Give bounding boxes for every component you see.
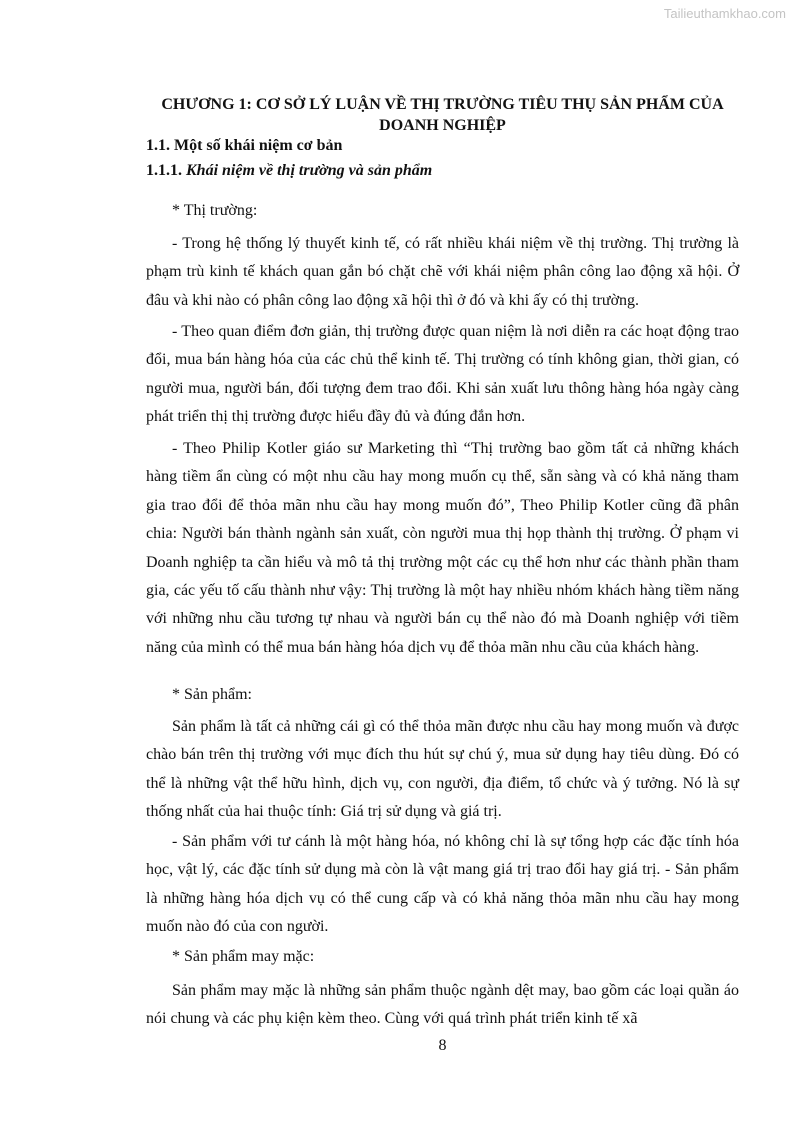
subsection-title: Khái niệm về thị trường và sản phẩm	[186, 162, 433, 179]
paragraph: - Theo Philip Kotler giáo sư Marketing thì “Thị trường bao gồm tất cả những khách hàng tiềm ẩn cùng có một nhu cầu hay mong muốn cụ thể, sẵn sàng và có khả năng tham gia trao đổi để thỏa mãn nhu cầu hay mong muốn đó”, Theo Philip Kotler cũng đã phân chia: Người bán thành ngành sản xuất, còn người mua thị họp thành thị trường. Ở phạm vi Doanh nghiệp ta cần hiểu và mô tả thị trường một các cụ thể hơn như các thành phần tham gia, các yếu tố cấu thành như vậy: Thị trường là một hay nhiều nhóm khách hàng tiềm năng với những nhu cầu tương tự nhau và người bán cụ thể nào đó mà Doanh nghiệp với tiềm năng của mình có thể mua bán hàng hóa dịch vụ để thỏa mãn nhu cầu của khách hàng.	[146, 440, 739, 656]
paragraph: Sản phẩm may mặc là những sản phẩm thuộc ngành dệt may, bao gồm các loại quần áo nói chung và các phụ kiện kèm theo. Cùng với quá trình phát triển kinh tế xã	[146, 982, 739, 1028]
subsection-number: 1.1.1.	[146, 162, 182, 179]
section-heading: 1.1. Một số khái niệm cơ bản	[146, 137, 343, 154]
chapter-title: CHƯƠNG 1: CƠ SỞ LÝ LUẬN VỀ THỊ TRƯỜNG TIÊU THỤ SẢN PHẨM CỦA DOANH NGHIỆP	[161, 96, 724, 134]
paragraph: - Trong hệ thống lý thuyết kinh tế, có rất nhiều khái niệm về thị trường. Thị trường là phạm trù kinh tế khách quan gắn bó chặt chẽ với khái niệm phân công lao động xã hội. Ở đâu và khi nào có phân công lao động xã hội thì ở đó và khi ấy có thị trường.	[146, 235, 739, 309]
paragraph: - Theo quan điểm đơn giản, thị trường được quan niệm là nơi diễn ra các hoạt động trao đổi, mua bán hàng hóa của các chủ thể kinh tế. Thị trường có tính không gian, thời gian, có người mua, người bán, đối tượng đem trao đổi. Khi sản xuất lưu thông hàng hóa ngày càng phát triển thị thị trường được hiểu đầy đủ và đúng đắn hơn.	[146, 323, 739, 426]
paragraph-apparel-label: * Sản phẩm may mặc:	[172, 948, 315, 965]
paragraph: Sản phẩm là tất cả những cái gì có thể thỏa mãn được nhu cầu hay mong muốn và được chào bán trên thị trường với mục đích thu hút sự chú ý, mua sử dụng hay tiêu dùng. Đó có thể là những vật thể hữu hình, dịch vụ, con người, địa điểm, tổ chức và ý tưởng. Nó là sự thống nhất của hai thuộc tính: Giá trị sử dụng và giá trị.	[146, 718, 739, 821]
paragraph-market-label: * Thị trường:	[172, 202, 258, 219]
paragraph: - Sản phẩm với tư cánh là một hàng hóa, nó không chỉ là sự tổng hợp các đặc tính hóa học, vật lý, các đặc tính sử dụng mà còn là vật mang giá trị trao đổi hay giá trị. - Sản phẩm là những hàng hóa dịch vụ có thể cung cấp và có khả năng thỏa mãn nhu cầu hay mong muốn nào đó của con người.	[146, 833, 739, 936]
paragraph-product-label: * Sản phẩm:	[172, 686, 252, 703]
subsection-heading	[146, 162, 432, 180]
watermark: Tailieuthamkhao.com	[663, 6, 786, 21]
page-number: 8	[438, 1037, 447, 1054]
